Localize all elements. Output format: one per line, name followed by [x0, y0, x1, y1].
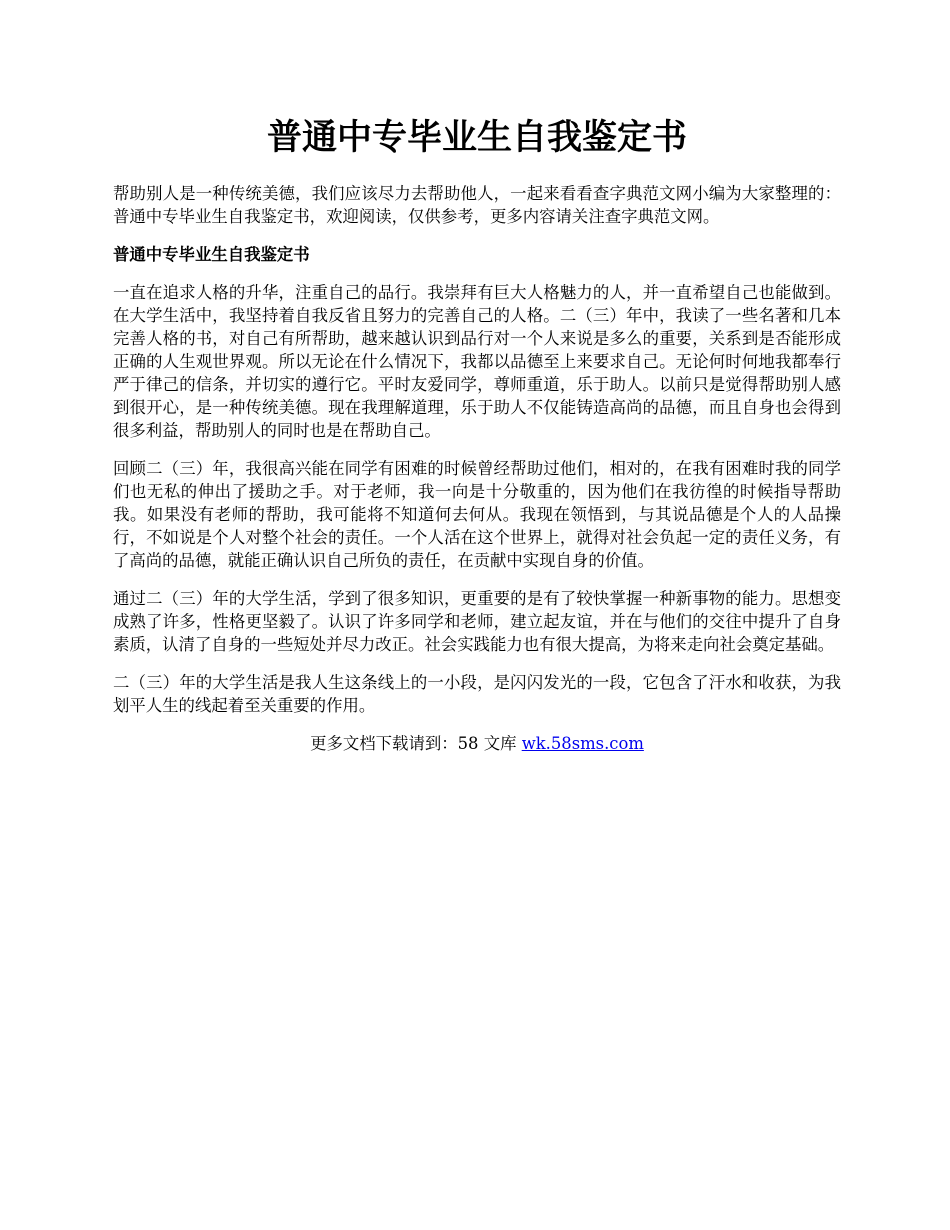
footer-prefix: 更多文档下载请到：58 文库 [310, 734, 522, 753]
body-paragraph-3: 通过二（三）年的大学生活，学到了很多知识，更重要的是有了较快掌握一种新事物的能力。思想变成熟了许多，性格更坚毅了。认识了许多同学和老师，建立起友谊，并在与他们的交往中提升了自身素质，认清了自身的一些短处并尽力改正。社会实践能力也有很大提高，为将来走向社会奠定基础。 [113, 589, 841, 654]
body-paragraph-4: 二（三）年的大学生活是我人生这条线上的一小段，是闪闪发光的一段，它包含了汗水和收获，为我划平人生的线起着至关重要的作用。 [113, 673, 841, 715]
footer-download-note [113, 732, 841, 755]
section-heading: 普通中专毕业生自我鉴定书 [113, 245, 310, 264]
body-paragraph-2: 回顾二（三）年，我很高兴能在同学有困难的时候曾经帮助过他们，相对的，在我有困难时我的同学们也无私的伸出了援助之手。对于老师，我一向是十分敬重的，因为他们在我彷徨的时候指导帮助我。如果没有老师的帮助，我可能将不知道何去何从。我现在领悟到，与其说品德是个人的人品操行，不如说是个人对整个社会的责任。一个人活在这个世界上，就得对社会负起一定的责任义务，有了高尚的品德，就能正确认识自己所负的责任，在贡献中实现自身的价值。 [113, 459, 841, 570]
intro-paragraph: 帮助别人是一种传统美德，我们应该尽力去帮助他人，一起来看看查字典范文网小编为大家整理的：普通中专毕业生自我鉴定书，欢迎阅读，仅供参考，更多内容请关注查字典范文网。 [113, 184, 841, 226]
document-title: 普通中专毕业生自我鉴定书 [266, 117, 687, 158]
body-paragraph-1: 一直在追求人格的升华，注重自己的品行。我崇拜有巨大人格魅力的人，并一直希望自己也能做到。在大学生活中，我坚持着自我反省且努力的完善自己的人格。二（三）年中，我读了一些名著和几本完善人格的书，对自己有所帮助，越来越认识到品行对一个人来说是多么的重要，关系到是否能形成正确的人生观世界观。所以无论在什么情况下，我都以品德至上来要求自己。无论何时何地我都奉行严于律己的信条，并切实的遵行它。平时友爱同学，尊师重道，乐于助人。以前只是觉得帮助别人感到很开心，是一种传统美德。现在我理解道理，乐于助人不仅能铸造高尚的品德，而且自身也会得到很多利益，帮助别人的同时也是在帮助自己。 [113, 283, 841, 440]
footer-link[interactable]: wk.58sms.com [521, 734, 644, 753]
document-page [113, 112, 841, 755]
